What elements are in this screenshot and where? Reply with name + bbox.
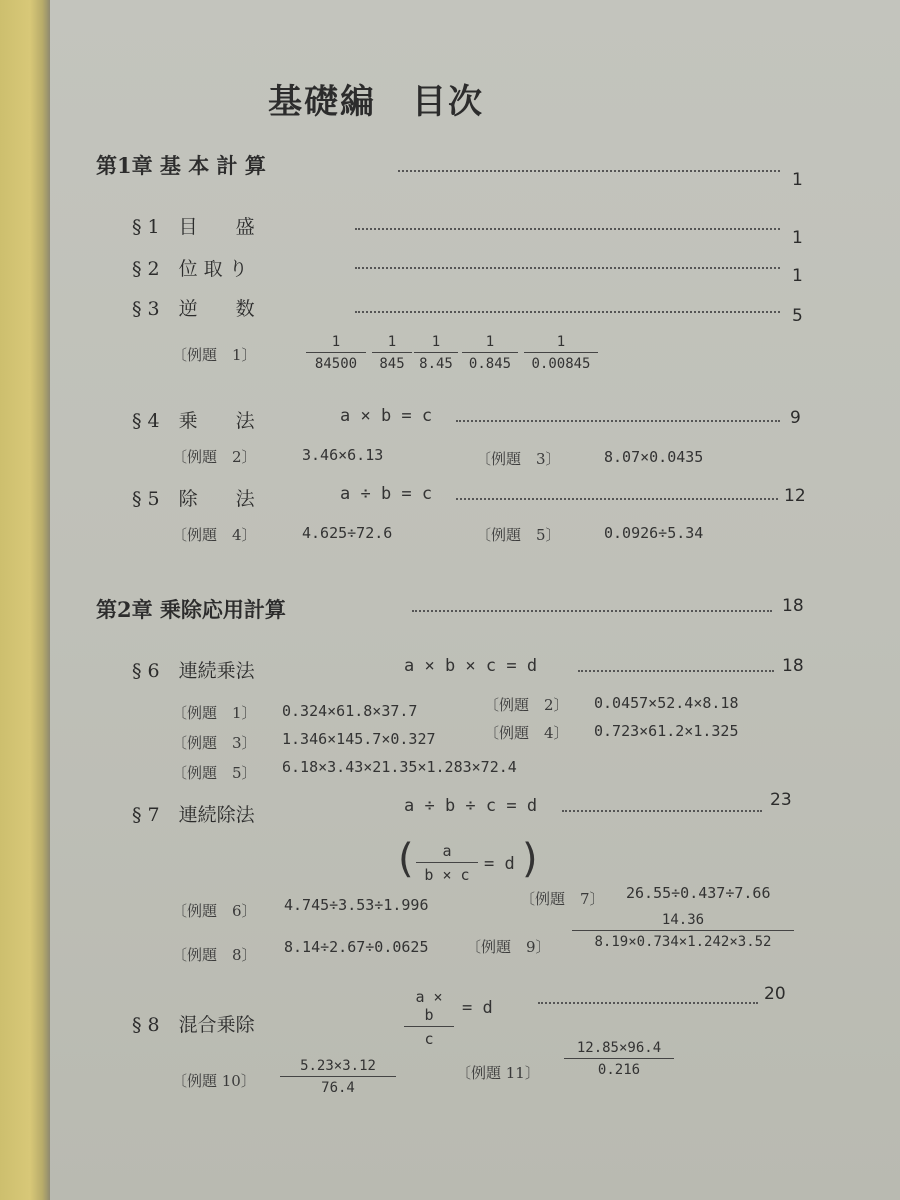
reciprocal-fraction: $\frac{1}{0.00845}$: [524, 334, 598, 372]
leader-dots: [578, 670, 774, 672]
section-6-title: § 6 連続乗法: [132, 660, 255, 682]
example-value: 0.324×61.8×37.7: [282, 702, 418, 720]
section-5-formula: a ÷ b = c: [340, 484, 433, 504]
example-7-value: 26.55÷0.437÷7.66: [626, 884, 771, 902]
section-4-title: § 4 乗 法: [132, 410, 255, 432]
example-11-fraction: $\frac{12.85\times 96.4}{0.216}$: [564, 1040, 674, 1078]
alternate-rhs: = d: [484, 854, 515, 874]
section-4-page: 9: [790, 408, 801, 428]
section-3-page: 5: [792, 306, 803, 326]
section-8-rhs: = d: [462, 998, 493, 1018]
reciprocal-fraction: $\frac{1}{845}$: [372, 334, 412, 372]
leader-dots: [355, 267, 780, 269]
left-paren: (: [398, 836, 414, 882]
example-label: 〔例題 1〕: [172, 704, 257, 722]
chapter-1-page: 1: [792, 170, 803, 190]
chapter-2-page: 18: [782, 596, 804, 616]
book-spine-edge: [0, 0, 50, 1200]
example-6-value: 4.745÷3.53÷1.996: [284, 896, 429, 914]
section-2-title: § 2 位 取 り: [132, 258, 248, 280]
section-8-fraction: $\frac{a \times b}{c}$: [404, 988, 454, 1048]
right-paren: ): [522, 836, 538, 882]
example-5-value: 0.0926÷5.34: [604, 524, 704, 542]
page-title: 基礎編 目次: [268, 82, 484, 122]
example-2-label: 〔例題 2〕: [172, 448, 257, 466]
example-label: 〔例題 2〕: [484, 696, 569, 714]
section-8-title: § 8 混合乗除: [132, 1014, 255, 1036]
alternate-fraction: $\frac{a}{b \times c}$: [416, 842, 478, 884]
example-label: 〔例題 5〕: [172, 764, 257, 782]
leader-dots: [355, 228, 780, 230]
example-7-label: 〔例題 7〕: [520, 890, 605, 908]
example-11-label: 〔例題 11〕: [456, 1064, 540, 1082]
example-6-label: 〔例題 6〕: [172, 902, 257, 920]
leader-dots: [398, 170, 780, 172]
leader-dots: [412, 610, 772, 612]
reciprocal-fraction: $\frac{1}{8.45}$: [414, 334, 458, 372]
reciprocal-fraction: $\frac{1}{0.845}$: [462, 334, 518, 372]
leader-dots: [456, 498, 778, 500]
example-label: 〔例題 4〕: [484, 724, 569, 742]
example-9-fraction: $\frac{14.36}{8.19\times 0.734\times 1.242\times 3.52}$: [572, 912, 794, 950]
example-2-value: 3.46×6.13: [302, 446, 384, 464]
example-9-label: 〔例題 9〕: [466, 938, 551, 956]
chapter-2-heading: 第2章 乗除応用計算: [96, 597, 286, 622]
section-2-page: 1: [792, 266, 803, 286]
section-4-formula: a × b = c: [340, 406, 433, 426]
example-8-value: 8.14÷2.67÷0.0625: [284, 938, 429, 956]
chapter-1-heading: 第1章 基 本 計 算: [96, 153, 266, 178]
example-3-value: 8.07×0.0435: [604, 448, 704, 466]
section-8-page: 20: [764, 984, 786, 1004]
section-1-page: 1: [792, 228, 803, 248]
example-1-label: 〔例題 1〕: [172, 346, 257, 364]
section-6-formula: a × b × c = d: [404, 656, 538, 676]
section-1-title: § 1 目 盛: [132, 216, 255, 238]
example-label: 〔例題 3〕: [172, 734, 257, 752]
example-10-label: 〔例題 10〕: [172, 1072, 256, 1090]
reciprocal-fraction: $\frac{1}{84500}$: [306, 334, 366, 372]
section-5-title: § 5 除 法: [132, 488, 255, 510]
section-6-page: 18: [782, 656, 804, 676]
section-5-page: 12: [784, 486, 806, 506]
leader-dots: [355, 311, 780, 313]
example-10-fraction: $\frac{5.23\times 3.12}{76.4}$: [280, 1058, 396, 1096]
example-3-label: 〔例題 3〕: [476, 450, 561, 468]
leader-dots: [456, 420, 780, 422]
example-value: 0.723×61.2×1.325: [594, 722, 739, 740]
section-3-title: § 3 逆 数: [132, 298, 255, 320]
section-7-title: § 7 連続除法: [132, 804, 255, 826]
example-4-value: 4.625÷72.6: [302, 524, 393, 542]
leader-dots: [538, 1002, 758, 1004]
example-value: 1.346×145.7×0.327: [282, 730, 436, 748]
example-value: 6.18×3.43×21.35×1.283×72.4: [282, 758, 517, 776]
example-value: 0.0457×52.4×8.18: [594, 694, 739, 712]
example-8-label: 〔例題 8〕: [172, 946, 257, 964]
example-4-label: 〔例題 4〕: [172, 526, 257, 544]
example-5-label: 〔例題 5〕: [476, 526, 561, 544]
section-7-formula: a ÷ b ÷ c = d: [404, 796, 538, 816]
leader-dots: [562, 810, 762, 812]
section-7-page: 23: [770, 790, 792, 810]
